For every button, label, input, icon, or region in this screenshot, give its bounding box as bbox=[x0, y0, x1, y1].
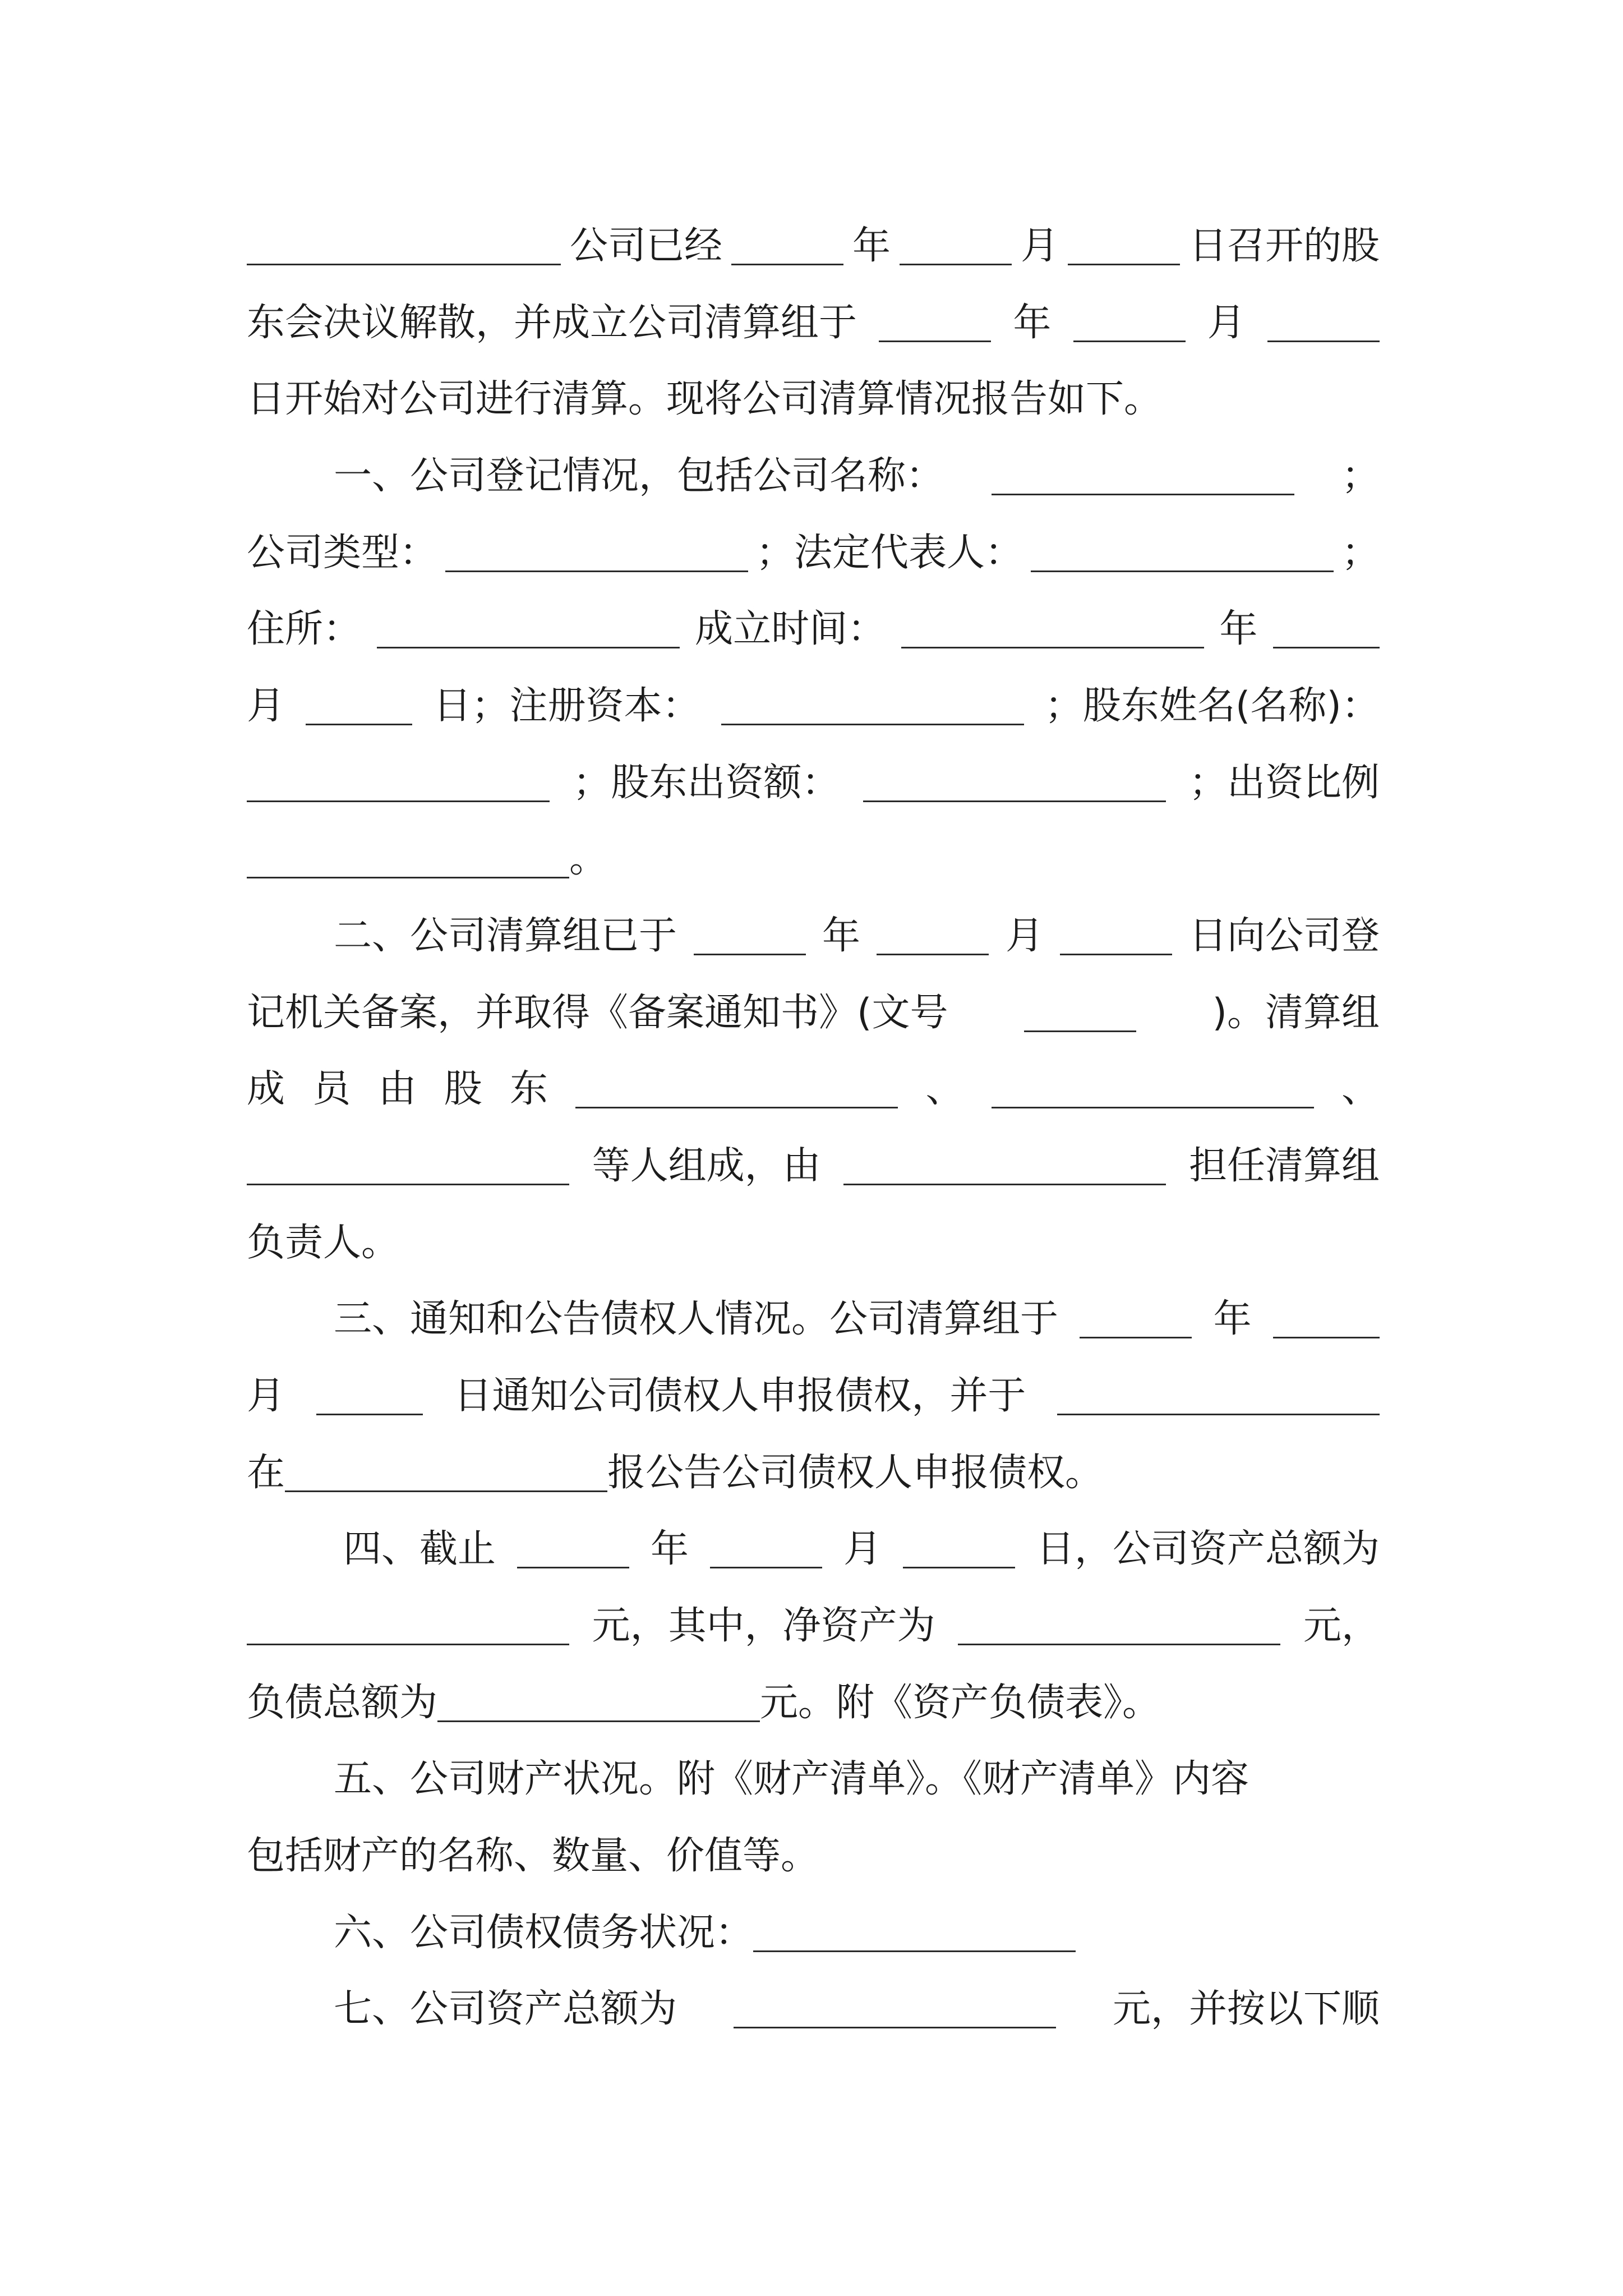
legal-rep-field[interactable] bbox=[1031, 538, 1334, 572]
announce-date-field[interactable] bbox=[1057, 1381, 1380, 1415]
s2-member-char-2: 员 bbox=[312, 1067, 351, 1111]
s1-founded-label: 成立时间： bbox=[695, 607, 886, 651]
notify-month-field[interactable] bbox=[1273, 1304, 1380, 1338]
member-1-field[interactable] bbox=[575, 1074, 898, 1108]
s2-member-char-5: 东 bbox=[510, 1067, 548, 1111]
s2-member-char-1: 成 bbox=[247, 1067, 285, 1111]
s4-yuan-net: 元，其中，净资产为 bbox=[592, 1604, 935, 1648]
intro-line-1 bbox=[247, 205, 1380, 278]
s1-line-5 bbox=[247, 742, 1380, 815]
s4-yuan-end: 元。附《资产负债表》。 bbox=[760, 1681, 1161, 1725]
cutoff-month-field[interactable] bbox=[710, 1534, 822, 1568]
s2-notice-b: )。清算组 bbox=[1212, 991, 1380, 1035]
s1-semi-1: ； bbox=[1341, 454, 1380, 498]
s2-filed: 日向公司登 bbox=[1188, 914, 1380, 958]
s1-ratio-label: ；出资比例 bbox=[1188, 761, 1380, 805]
s2-line-3 bbox=[247, 1048, 1380, 1121]
registered-capital-field[interactable] bbox=[721, 691, 1024, 725]
s2-leader-end: 负责人。 bbox=[247, 1221, 400, 1265]
s3-line-1 bbox=[334, 1278, 1380, 1351]
s2-month: 月 bbox=[1005, 914, 1044, 958]
s4-yuan-comma: 元， bbox=[1303, 1604, 1380, 1648]
start-month-blank[interactable] bbox=[1073, 308, 1186, 342]
s7-line-1 bbox=[334, 1968, 1380, 2041]
founded-day-field[interactable] bbox=[306, 691, 412, 725]
s1-heading: 一、公司登记情况，包括公司名称： bbox=[334, 454, 944, 498]
s2-leader: 担任清算组 bbox=[1188, 1144, 1380, 1188]
s1-line-6 bbox=[247, 818, 1380, 891]
cutoff-day-field[interactable] bbox=[903, 1534, 1015, 1568]
cutoff-year-field[interactable] bbox=[517, 1534, 629, 1568]
intro-day-meeting: 日召开的股 bbox=[1188, 224, 1380, 268]
s1-line-3 bbox=[247, 588, 1380, 661]
s2-line-1 bbox=[334, 895, 1380, 968]
founded-month-field[interactable] bbox=[1273, 614, 1380, 648]
intro-line-3 bbox=[247, 358, 1380, 431]
meeting-month-blank[interactable] bbox=[900, 231, 1012, 265]
s4-heading: 四、截止 bbox=[343, 1527, 496, 1571]
s3-announce: 报公告公司债权人申报债权。 bbox=[607, 1451, 1104, 1495]
s2-member-char-3: 由 bbox=[378, 1067, 417, 1111]
s4-month: 月 bbox=[843, 1527, 882, 1571]
total-assets-field[interactable] bbox=[247, 1611, 569, 1645]
s5-line-1-text: 五、公司财产状况。附《财产清单》。《财产清单》内容 bbox=[334, 1757, 1249, 1801]
s4-debt-label: 负债总额为 bbox=[247, 1681, 438, 1725]
intro-resolution: 东会决议解散，并成立公司清算组于 bbox=[247, 301, 857, 345]
s3-at: 在 bbox=[247, 1451, 285, 1495]
s5-line-1 bbox=[334, 1738, 1380, 1811]
intro-month: 月 bbox=[1020, 224, 1059, 268]
debt-status-field[interactable] bbox=[753, 1918, 1076, 1952]
s2-composed: 等人组成，由 bbox=[592, 1144, 821, 1188]
s2-heading: 二、公司清算组已于 bbox=[334, 914, 677, 958]
start-day-blank[interactable] bbox=[1267, 308, 1380, 342]
intro-line-2 bbox=[247, 282, 1380, 355]
filing-month-field[interactable] bbox=[877, 921, 989, 955]
s3-heading: 三、通知和公告债权人情况。公司清算组于 bbox=[334, 1297, 1059, 1341]
total-liabilities-field[interactable] bbox=[437, 1688, 760, 1722]
member-3-field[interactable] bbox=[247, 1151, 569, 1185]
s3-notify: 日通知公司债权人申报债权，并于 bbox=[454, 1374, 1026, 1418]
s1-type-label: 公司类型： bbox=[247, 531, 438, 575]
s3-line-2 bbox=[247, 1355, 1380, 1428]
s4-assets: 日，公司资产总额为 bbox=[1036, 1527, 1380, 1571]
s5-line-2-text: 包括财产的名称、数量、价值等。 bbox=[247, 1834, 819, 1878]
s4-line-1 bbox=[343, 1508, 1380, 1581]
company-type-field[interactable] bbox=[445, 538, 748, 572]
address-field[interactable] bbox=[377, 614, 680, 648]
s4-line-2 bbox=[247, 1585, 1380, 1658]
s1-end: 。 bbox=[569, 837, 608, 881]
s7-total-assets-field[interactable] bbox=[734, 1994, 1056, 2028]
net-assets-field[interactable] bbox=[958, 1611, 1280, 1645]
s1-year: 年 bbox=[1219, 607, 1258, 651]
s1-shareholder-label: ；股东姓名(名称)： bbox=[1044, 684, 1380, 728]
s1-line-2 bbox=[247, 512, 1380, 585]
intro-company-suffix: 公司已经 bbox=[569, 224, 722, 268]
s2-notice-a: 记机关备案，并取得《备案通知书》(文号 bbox=[247, 991, 948, 1035]
s2-line-4 bbox=[247, 1125, 1380, 1198]
s2-year: 年 bbox=[822, 914, 860, 958]
s1-month: 月 bbox=[247, 684, 285, 728]
intro-day-start: 日开始对公司进行清算。现将公司清算情况报告如下。 bbox=[247, 377, 1163, 421]
s1-semi-2: ； bbox=[1341, 531, 1380, 575]
s3-line-3 bbox=[247, 1432, 1380, 1504]
s1-rep-label: ；法定代表人： bbox=[755, 531, 1023, 575]
shareholder-name-field[interactable] bbox=[247, 768, 550, 802]
s6-line-1 bbox=[334, 1892, 1380, 1964]
s2-member-char-4: 股 bbox=[444, 1067, 482, 1111]
filing-year-field[interactable] bbox=[694, 921, 806, 955]
member-2-field[interactable] bbox=[992, 1074, 1314, 1108]
s1-contribution-label: ；股东出资额： bbox=[573, 761, 840, 805]
s5-line-2 bbox=[247, 1815, 1380, 1888]
newspaper-field[interactable] bbox=[285, 1458, 607, 1492]
intro-year: 年 bbox=[852, 224, 891, 268]
start-year-blank[interactable] bbox=[879, 308, 991, 342]
intro-year-2: 年 bbox=[1013, 301, 1052, 345]
filing-day-field[interactable] bbox=[1060, 921, 1172, 955]
meeting-year-blank[interactable] bbox=[731, 231, 843, 265]
s2-line-5 bbox=[247, 1202, 1380, 1274]
s2-line-2 bbox=[247, 972, 1380, 1045]
s1-address-label: 住所： bbox=[247, 607, 362, 651]
document-number-field[interactable] bbox=[1024, 998, 1136, 1032]
founded-year-field[interactable] bbox=[901, 614, 1204, 648]
leader-field[interactable] bbox=[843, 1151, 1166, 1185]
s3-year: 年 bbox=[1213, 1297, 1252, 1341]
company-name-field[interactable] bbox=[992, 461, 1294, 495]
intro-month-2: 月 bbox=[1207, 301, 1246, 345]
contribution-ratio-field[interactable] bbox=[247, 844, 569, 878]
s1-capital-label: 日；注册资本： bbox=[433, 684, 700, 728]
s2-sep-2: 、 bbox=[1341, 1067, 1380, 1111]
s4-line-3 bbox=[247, 1662, 1380, 1734]
s6-heading: 六、公司债权债务状况： bbox=[334, 1911, 754, 1955]
s7-heading: 七、公司资产总额为 bbox=[334, 1987, 677, 2031]
s4-year: 年 bbox=[650, 1527, 689, 1571]
notify-year-field[interactable] bbox=[1080, 1304, 1192, 1338]
company-name-blank[interactable] bbox=[247, 231, 561, 265]
contribution-amount-field[interactable] bbox=[863, 768, 1166, 802]
s1-line-4 bbox=[247, 665, 1380, 738]
s2-sep-1: 、 bbox=[925, 1067, 964, 1111]
meeting-day-blank[interactable] bbox=[1068, 231, 1180, 265]
s7-tail: 元，并按以下顺 bbox=[1112, 1987, 1380, 2031]
s1-line-1 bbox=[334, 435, 1380, 508]
s3-month: 月 bbox=[247, 1374, 285, 1418]
notify-day-field[interactable] bbox=[316, 1381, 423, 1415]
